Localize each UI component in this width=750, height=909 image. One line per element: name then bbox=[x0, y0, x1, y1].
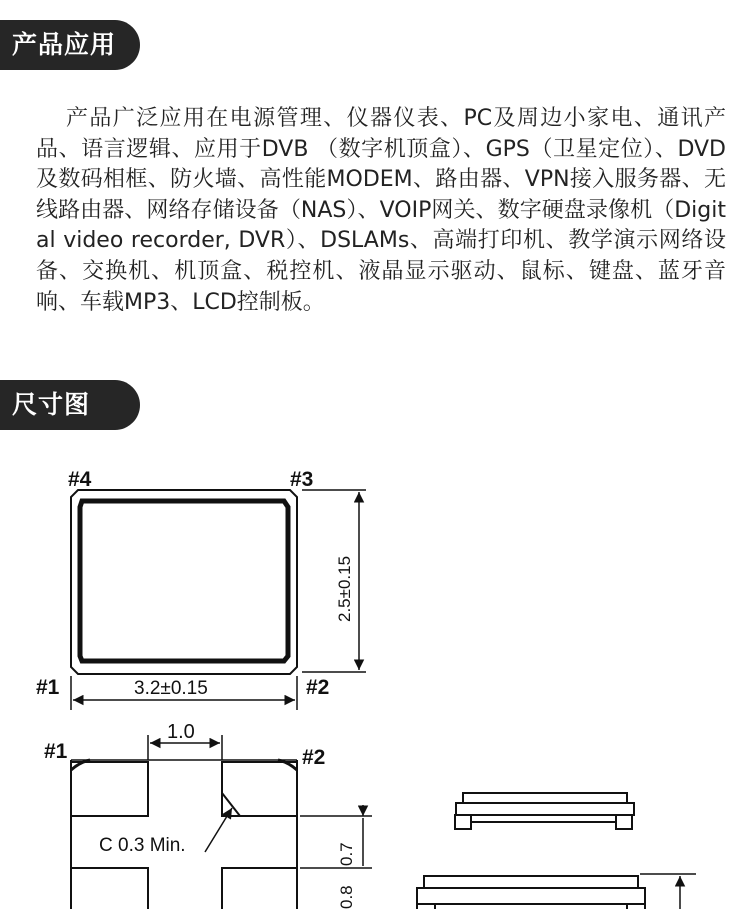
dimension-drawing bbox=[0, 440, 750, 909]
chamfer-label: C 0.3 Min. bbox=[99, 835, 186, 856]
pin2-label: #2 bbox=[306, 676, 330, 699]
bottom-pin2-label: #2 bbox=[302, 746, 326, 769]
side-view-2 bbox=[417, 876, 645, 909]
application-paragraph: 产品广泛应用在电源管理、仪器仪表、PC及周边小家电、通讯产品、语言逻辑、应用于DVB （数字机顶盒）、GPS（卫星定位）、DVD及数码相框、防火墙、高性能MODEM、路由器、VPN接入服务器、无线路由器、网络存储设备（NAS）、VOIP网关、数字硬盘录像机（Digital video recorder, DVR）、DSLAMs、高端打印机、教学演示网络设备、交换机、机顶盒、税控机、液晶显示驱动、鼠标、键盘、蓝牙音响、车载MP3、LCD控制板。 bbox=[36, 106, 726, 315]
top-view-package bbox=[71, 490, 297, 674]
chamfer-leader bbox=[205, 808, 232, 852]
pad-gap-label: 1.0 bbox=[167, 721, 195, 743]
pin1-label: #1 bbox=[36, 676, 60, 699]
pad-height-label: 0.7 bbox=[337, 842, 356, 866]
pin4-label: #4 bbox=[68, 468, 92, 491]
pin3-label: #3 bbox=[290, 468, 314, 491]
side-view-1 bbox=[455, 793, 634, 829]
section-tab-application: 产品应用 bbox=[0, 20, 140, 70]
height-label: 2.5±0.15 bbox=[335, 555, 354, 622]
pad-height-dimension bbox=[300, 805, 372, 868]
side-height-dimension bbox=[640, 874, 696, 909]
height-dimension bbox=[302, 490, 366, 672]
bottom-pin1-label: #1 bbox=[44, 740, 68, 763]
section-tab-dimensions: 尺寸图 bbox=[0, 380, 140, 430]
pad-spacing-label: 0.8 bbox=[337, 885, 356, 909]
width-label: 3.2±0.15 bbox=[134, 678, 208, 699]
